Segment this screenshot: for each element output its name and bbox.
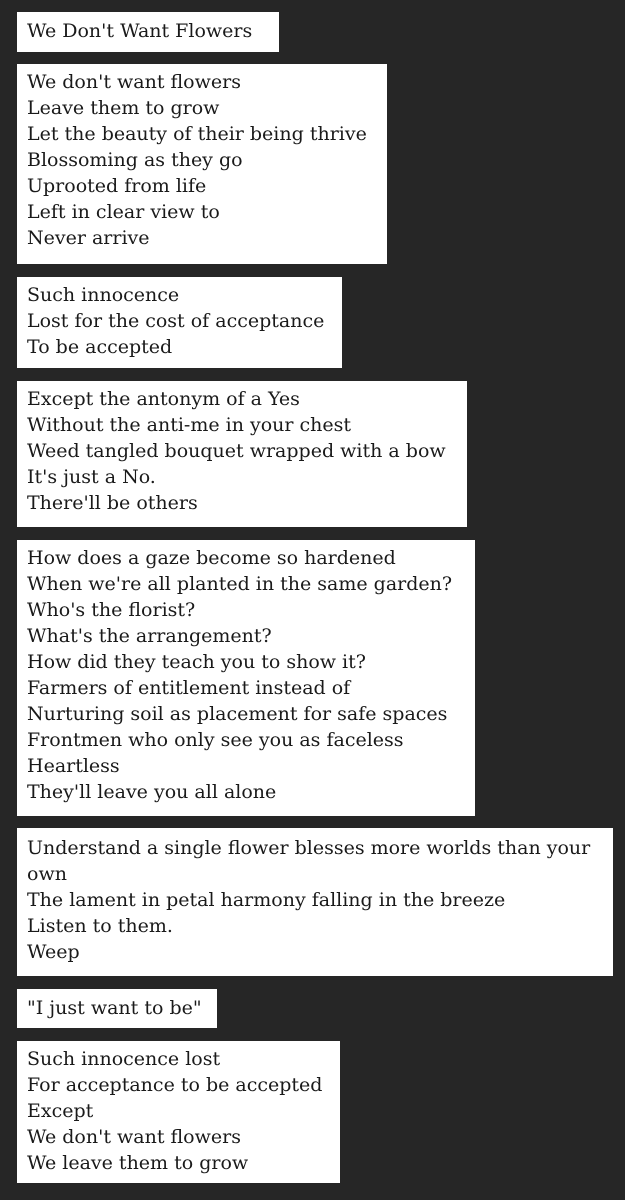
poem-line: Such innocence <box>27 284 180 306</box>
poem-line: There'll be others <box>27 492 198 514</box>
poem-line: Without the anti-me in your chest <box>27 414 352 436</box>
poem-line: Left in clear view to <box>27 201 220 223</box>
poem-line: Farmers of entitlement instead of <box>27 677 351 699</box>
poem-title: We Don't Want Flowers <box>27 20 253 42</box>
poem-line: Uprooted from life <box>27 175 207 197</box>
poem-line: Who's the florist? <box>27 599 196 621</box>
poem-line: Except the antonym of a Yes <box>27 388 300 410</box>
poem-line: We don't want flowers <box>27 1126 241 1148</box>
stanza-card <box>17 1041 340 1183</box>
poem-line: Frontmen who only see you as faceless <box>27 729 404 751</box>
poem-line: Blossoming as they go <box>27 149 243 171</box>
poem-line: Nurturing soil as placement for safe spaces <box>27 703 448 725</box>
poem-line: It's just a No. <box>27 466 156 488</box>
poem-line: Understand a single flower blesses more worlds than your own <box>27 837 591 885</box>
poem-title-card <box>17 12 279 52</box>
poem-line: Lost for the cost of acceptance <box>27 310 325 332</box>
poem-line: Listen to them. <box>27 915 173 937</box>
poem-line: Weep <box>27 941 80 963</box>
stanza-card <box>17 828 613 976</box>
poem-line: How does a gaze become so hardened <box>27 547 396 569</box>
stanza-card <box>17 64 387 264</box>
poem-line: When we're all planted in the same garden? <box>27 573 453 595</box>
poem-line: Leave them to grow <box>27 97 220 119</box>
quote-card <box>17 989 217 1028</box>
poem-line: The lament in petal harmony falling in the breeze <box>27 889 506 911</box>
poem-line: We don't want flowers <box>27 71 241 93</box>
poem-line: Except <box>27 1100 94 1122</box>
poem-line: To be accepted <box>27 336 173 358</box>
poem-line: How did they teach you to show it? <box>27 651 366 673</box>
poem-line: For acceptance to be accepted <box>27 1074 323 1096</box>
poem-line: Let the beauty of their being thrive <box>27 123 367 145</box>
stanza-card <box>17 540 475 816</box>
poem-line: We leave them to grow <box>27 1152 249 1174</box>
poem-line: What's the arrangement? <box>27 625 272 647</box>
poem-line: Never arrive <box>27 227 150 249</box>
poem-quote-line: "I just want to be" <box>27 997 202 1019</box>
stanza-card <box>17 277 342 368</box>
poem-line: Such innocence lost <box>27 1048 221 1070</box>
poem-line: Weed tangled bouquet wrapped with a bow <box>27 440 446 462</box>
stanza-card <box>17 381 467 527</box>
poem-line: Heartless <box>27 755 120 777</box>
poem-line: They'll leave you all alone <box>27 781 277 803</box>
